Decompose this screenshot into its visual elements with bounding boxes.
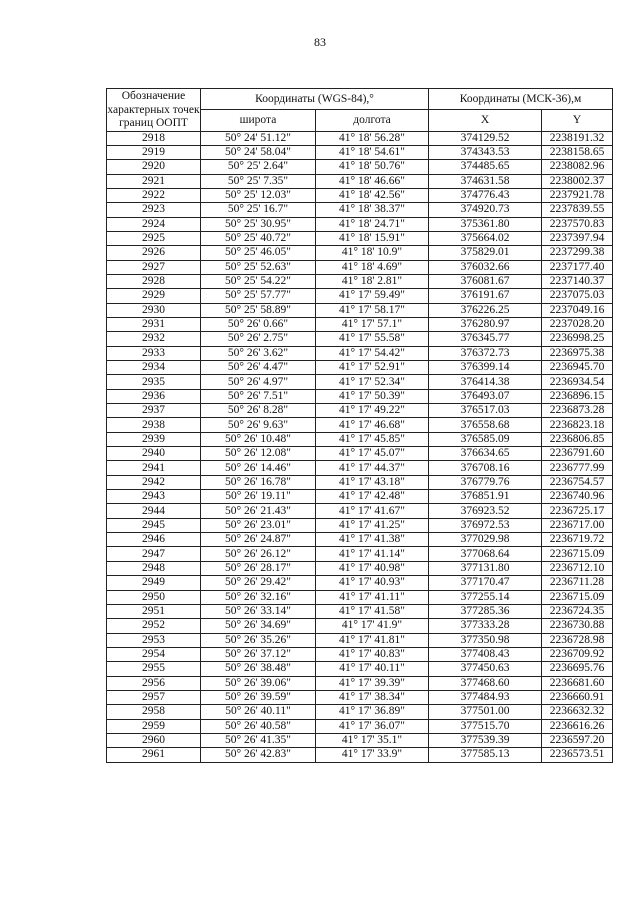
table-row bbox=[107, 160, 613, 174]
table-row bbox=[107, 260, 613, 274]
longitude-cell: 41° 17' 41.9" bbox=[316, 619, 429, 633]
table-row bbox=[107, 547, 613, 561]
y-cell: 2237177.40 bbox=[542, 260, 613, 274]
table-row bbox=[107, 131, 613, 145]
y-cell: 2236730.88 bbox=[542, 619, 613, 633]
x-cell: 374485.65 bbox=[429, 160, 542, 174]
point-id-cell: 2921 bbox=[107, 174, 201, 188]
y-cell: 2236616.26 bbox=[542, 719, 613, 733]
longitude-cell: 41° 17' 49.22" bbox=[316, 404, 429, 418]
y-cell: 2236791.60 bbox=[542, 447, 613, 461]
longitude-cell: 41° 17' 40.93" bbox=[316, 576, 429, 590]
longitude-cell: 41° 17' 40.83" bbox=[316, 647, 429, 661]
y-cell: 2236823.18 bbox=[542, 418, 613, 432]
point-id-cell: 2926 bbox=[107, 246, 201, 260]
longitude-cell: 41° 17' 55.58" bbox=[316, 332, 429, 346]
point-id-cell: 2935 bbox=[107, 375, 201, 389]
y-cell: 2237140.37 bbox=[542, 274, 613, 288]
latitude-cell: 50° 26' 39.59" bbox=[201, 690, 316, 704]
y-cell: 2236715.09 bbox=[542, 590, 613, 604]
latitude-cell: 50° 26' 10.48" bbox=[201, 432, 316, 446]
latitude-cell: 50° 26' 14.46" bbox=[201, 461, 316, 475]
table-row bbox=[107, 418, 613, 432]
latitude-cell: 50° 25' 7.35" bbox=[201, 174, 316, 188]
latitude-cell: 50° 26' 9.63" bbox=[201, 418, 316, 432]
x-cell: 376032.66 bbox=[429, 260, 542, 274]
y-cell: 2236740.96 bbox=[542, 490, 613, 504]
point-id-cell: 2957 bbox=[107, 690, 201, 704]
header-msk-group: Координаты (МСК-36),м bbox=[429, 89, 613, 110]
y-cell: 2236724.35 bbox=[542, 604, 613, 618]
y-cell: 2237049.16 bbox=[542, 303, 613, 317]
point-id-cell: 2947 bbox=[107, 547, 201, 561]
table-row bbox=[107, 289, 613, 303]
x-cell: 376414.38 bbox=[429, 375, 542, 389]
point-id-cell: 2958 bbox=[107, 705, 201, 719]
x-cell: 376493.07 bbox=[429, 389, 542, 403]
point-id-cell: 2955 bbox=[107, 662, 201, 676]
table-row bbox=[107, 748, 613, 762]
latitude-cell: 50° 26' 33.14" bbox=[201, 604, 316, 618]
latitude-cell: 50° 26' 7.51" bbox=[201, 389, 316, 403]
header-latitude: широта bbox=[201, 110, 316, 131]
table-row bbox=[107, 461, 613, 475]
y-cell: 2236695.76 bbox=[542, 662, 613, 676]
longitude-cell: 41° 17' 50.39" bbox=[316, 389, 429, 403]
x-cell: 375664.02 bbox=[429, 231, 542, 245]
longitude-cell: 41° 17' 52.34" bbox=[316, 375, 429, 389]
longitude-cell: 41° 17' 41.81" bbox=[316, 633, 429, 647]
latitude-cell: 50° 26' 38.48" bbox=[201, 662, 316, 676]
latitude-cell: 50° 25' 54.22" bbox=[201, 274, 316, 288]
table-row bbox=[107, 332, 613, 346]
point-id-cell: 2943 bbox=[107, 490, 201, 504]
y-cell: 2236998.25 bbox=[542, 332, 613, 346]
table-row bbox=[107, 475, 613, 489]
table-row bbox=[107, 246, 613, 260]
table-row bbox=[107, 619, 613, 633]
x-cell: 377539.39 bbox=[429, 733, 542, 747]
longitude-cell: 41° 17' 41.25" bbox=[316, 518, 429, 532]
point-id-cell: 2920 bbox=[107, 160, 201, 174]
longitude-cell: 41° 18' 56.28" bbox=[316, 131, 429, 145]
point-id-cell: 2922 bbox=[107, 188, 201, 202]
y-cell: 2236945.70 bbox=[542, 361, 613, 375]
point-id-cell: 2934 bbox=[107, 361, 201, 375]
longitude-cell: 41° 17' 36.89" bbox=[316, 705, 429, 719]
longitude-cell: 41° 17' 46.68" bbox=[316, 418, 429, 432]
longitude-cell: 41° 17' 43.18" bbox=[316, 475, 429, 489]
x-cell: 376345.77 bbox=[429, 332, 542, 346]
y-cell: 2236728.98 bbox=[542, 633, 613, 647]
latitude-cell: 50° 26' 2.75" bbox=[201, 332, 316, 346]
longitude-cell: 41° 17' 35.1" bbox=[316, 733, 429, 747]
x-cell: 376923.52 bbox=[429, 504, 542, 518]
point-id-cell: 2959 bbox=[107, 719, 201, 733]
x-cell: 377068.64 bbox=[429, 547, 542, 561]
latitude-cell: 50° 26' 28.17" bbox=[201, 561, 316, 575]
page-number: 83 bbox=[314, 35, 326, 49]
y-cell: 2238002.37 bbox=[542, 174, 613, 188]
longitude-cell: 41° 18' 46.66" bbox=[316, 174, 429, 188]
x-cell: 377131.80 bbox=[429, 561, 542, 575]
latitude-cell: 50° 26' 37.12" bbox=[201, 647, 316, 661]
y-cell: 2236711.28 bbox=[542, 576, 613, 590]
x-cell: 376226.25 bbox=[429, 303, 542, 317]
table-row bbox=[107, 633, 613, 647]
point-id-cell: 2924 bbox=[107, 217, 201, 231]
latitude-cell: 50° 26' 32.16" bbox=[201, 590, 316, 604]
latitude-cell: 50° 25' 52.63" bbox=[201, 260, 316, 274]
latitude-cell: 50° 26' 0.66" bbox=[201, 317, 316, 331]
table-row bbox=[107, 317, 613, 331]
point-id-cell: 2946 bbox=[107, 533, 201, 547]
x-cell: 376280.97 bbox=[429, 317, 542, 331]
longitude-cell: 41° 17' 38.34" bbox=[316, 690, 429, 704]
table-row bbox=[107, 404, 613, 418]
table-row bbox=[107, 533, 613, 547]
point-id-cell: 2923 bbox=[107, 203, 201, 217]
header-y: Y bbox=[542, 110, 613, 131]
table-row bbox=[107, 719, 613, 733]
point-id-cell: 2942 bbox=[107, 475, 201, 489]
table-row bbox=[107, 346, 613, 360]
longitude-cell: 41° 17' 45.07" bbox=[316, 447, 429, 461]
longitude-cell: 41° 17' 41.14" bbox=[316, 547, 429, 561]
x-cell: 375829.01 bbox=[429, 246, 542, 260]
latitude-cell: 50° 26' 35.26" bbox=[201, 633, 316, 647]
table-row bbox=[107, 690, 613, 704]
table-row bbox=[107, 647, 613, 661]
y-cell: 2236709.92 bbox=[542, 647, 613, 661]
y-cell: 2236806.85 bbox=[542, 432, 613, 446]
y-cell: 2236712.10 bbox=[542, 561, 613, 575]
x-cell: 374776.43 bbox=[429, 188, 542, 202]
longitude-cell: 41° 17' 41.38" bbox=[316, 533, 429, 547]
latitude-cell: 50° 26' 8.28" bbox=[201, 404, 316, 418]
latitude-cell: 50° 25' 12.03" bbox=[201, 188, 316, 202]
y-cell: 2236715.09 bbox=[542, 547, 613, 561]
longitude-cell: 41° 17' 42.48" bbox=[316, 490, 429, 504]
x-cell: 377515.70 bbox=[429, 719, 542, 733]
longitude-cell: 41° 17' 41.11" bbox=[316, 590, 429, 604]
latitude-cell: 50° 26' 3.62" bbox=[201, 346, 316, 360]
table-row bbox=[107, 576, 613, 590]
point-id-cell: 2930 bbox=[107, 303, 201, 317]
longitude-cell: 41° 18' 10.9" bbox=[316, 246, 429, 260]
latitude-cell: 50° 26' 42.83" bbox=[201, 748, 316, 762]
table-row bbox=[107, 662, 613, 676]
point-id-cell: 2949 bbox=[107, 576, 201, 590]
latitude-cell: 50° 26' 26.12" bbox=[201, 547, 316, 561]
x-cell: 376517.03 bbox=[429, 404, 542, 418]
table-row bbox=[107, 676, 613, 690]
table-row bbox=[107, 705, 613, 719]
longitude-cell: 41° 17' 57.1" bbox=[316, 317, 429, 331]
x-cell: 374631.58 bbox=[429, 174, 542, 188]
longitude-cell: 41° 18' 42.56" bbox=[316, 188, 429, 202]
x-cell: 377408.43 bbox=[429, 647, 542, 661]
x-cell: 376191.67 bbox=[429, 289, 542, 303]
point-id-cell: 2937 bbox=[107, 404, 201, 418]
point-id-cell: 2952 bbox=[107, 619, 201, 633]
point-id-cell: 2960 bbox=[107, 733, 201, 747]
y-cell: 2236681.60 bbox=[542, 676, 613, 690]
x-cell: 374920.73 bbox=[429, 203, 542, 217]
x-cell: 377255.14 bbox=[429, 590, 542, 604]
y-cell: 2236934.54 bbox=[542, 375, 613, 389]
y-cell: 2237397.94 bbox=[542, 231, 613, 245]
point-id-cell: 2951 bbox=[107, 604, 201, 618]
point-id-cell: 2961 bbox=[107, 748, 201, 762]
y-cell: 2236754.57 bbox=[542, 475, 613, 489]
y-cell: 2236660.91 bbox=[542, 690, 613, 704]
x-cell: 376972.53 bbox=[429, 518, 542, 532]
longitude-cell: 41° 17' 58.17" bbox=[316, 303, 429, 317]
longitude-cell: 41° 17' 45.85" bbox=[316, 432, 429, 446]
point-id-cell: 2928 bbox=[107, 274, 201, 288]
y-cell: 2236975.38 bbox=[542, 346, 613, 360]
x-cell: 376851.91 bbox=[429, 490, 542, 504]
longitude-cell: 41° 17' 36.07" bbox=[316, 719, 429, 733]
table-row bbox=[107, 518, 613, 532]
table-row bbox=[107, 203, 613, 217]
point-id-cell: 2927 bbox=[107, 260, 201, 274]
x-cell: 377029.98 bbox=[429, 533, 542, 547]
x-cell: 377501.00 bbox=[429, 705, 542, 719]
point-id-cell: 2925 bbox=[107, 231, 201, 245]
x-cell: 377350.98 bbox=[429, 633, 542, 647]
point-id-cell: 2929 bbox=[107, 289, 201, 303]
latitude-cell: 50° 26' 34.69" bbox=[201, 619, 316, 633]
latitude-cell: 50° 25' 57.77" bbox=[201, 289, 316, 303]
table-row bbox=[107, 145, 613, 159]
table-row bbox=[107, 174, 613, 188]
latitude-cell: 50° 26' 19.11" bbox=[201, 490, 316, 504]
point-id-cell: 2918 bbox=[107, 131, 201, 145]
table-row bbox=[107, 561, 613, 575]
table-row bbox=[107, 590, 613, 604]
longitude-cell: 41° 17' 39.39" bbox=[316, 676, 429, 690]
longitude-cell: 41° 17' 44.37" bbox=[316, 461, 429, 475]
latitude-cell: 50° 26' 4.97" bbox=[201, 375, 316, 389]
header-longitude: долгота bbox=[316, 110, 429, 131]
point-id-cell: 2932 bbox=[107, 332, 201, 346]
x-cell: 374343.53 bbox=[429, 145, 542, 159]
x-cell: 377484.93 bbox=[429, 690, 542, 704]
y-cell: 2236896.15 bbox=[542, 389, 613, 403]
table-row bbox=[107, 217, 613, 231]
point-id-cell: 2944 bbox=[107, 504, 201, 518]
latitude-cell: 50° 25' 40.72" bbox=[201, 231, 316, 245]
longitude-cell: 41° 17' 41.58" bbox=[316, 604, 429, 618]
y-cell: 2237028.20 bbox=[542, 317, 613, 331]
table-row bbox=[107, 188, 613, 202]
latitude-cell: 50° 26' 12.08" bbox=[201, 447, 316, 461]
y-cell: 2236632.32 bbox=[542, 705, 613, 719]
latitude-cell: 50° 26' 40.11" bbox=[201, 705, 316, 719]
longitude-cell: 41° 18' 2.81" bbox=[316, 274, 429, 288]
table-row bbox=[107, 432, 613, 446]
table-row bbox=[107, 447, 613, 461]
x-cell: 375361.80 bbox=[429, 217, 542, 231]
longitude-cell: 41° 17' 40.98" bbox=[316, 561, 429, 575]
x-cell: 376708.16 bbox=[429, 461, 542, 475]
latitude-cell: 50° 26' 24.87" bbox=[201, 533, 316, 547]
latitude-cell: 50° 26' 41.35" bbox=[201, 733, 316, 747]
longitude-cell: 41° 17' 41.67" bbox=[316, 504, 429, 518]
y-cell: 2236573.51 bbox=[542, 748, 613, 762]
longitude-cell: 41° 18' 54.61" bbox=[316, 145, 429, 159]
table-row bbox=[107, 490, 613, 504]
latitude-cell: 50° 26' 4.47" bbox=[201, 361, 316, 375]
y-cell: 2236597.20 bbox=[542, 733, 613, 747]
latitude-cell: 50° 26' 39.06" bbox=[201, 676, 316, 690]
longitude-cell: 41° 17' 33.9" bbox=[316, 748, 429, 762]
point-id-cell: 2936 bbox=[107, 389, 201, 403]
x-cell: 376779.76 bbox=[429, 475, 542, 489]
point-id-cell: 2939 bbox=[107, 432, 201, 446]
x-cell: 377468.60 bbox=[429, 676, 542, 690]
point-id-cell: 2938 bbox=[107, 418, 201, 432]
header-x: X bbox=[429, 110, 542, 131]
longitude-cell: 41° 18' 4.69" bbox=[316, 260, 429, 274]
latitude-cell: 50° 24' 51.12" bbox=[201, 131, 316, 145]
header-point-label: Обозначение характерных точек границ ООПТ bbox=[107, 90, 200, 129]
x-cell: 376585.09 bbox=[429, 432, 542, 446]
latitude-cell: 50° 26' 23.01" bbox=[201, 518, 316, 532]
longitude-cell: 41° 17' 40.11" bbox=[316, 662, 429, 676]
latitude-cell: 50° 25' 2.64" bbox=[201, 160, 316, 174]
x-cell: 376399.14 bbox=[429, 361, 542, 375]
x-cell: 377170.47 bbox=[429, 576, 542, 590]
table-row bbox=[107, 274, 613, 288]
latitude-cell: 50° 26' 40.58" bbox=[201, 719, 316, 733]
latitude-cell: 50° 25' 16.7" bbox=[201, 203, 316, 217]
x-cell: 376634.65 bbox=[429, 447, 542, 461]
x-cell: 377585.13 bbox=[429, 748, 542, 762]
x-cell: 376558.68 bbox=[429, 418, 542, 432]
point-id-cell: 2948 bbox=[107, 561, 201, 575]
latitude-cell: 50° 24' 58.04" bbox=[201, 145, 316, 159]
longitude-cell: 41° 18' 15.91" bbox=[316, 231, 429, 245]
table-row bbox=[107, 604, 613, 618]
y-cell: 2236717.00 bbox=[542, 518, 613, 532]
latitude-cell: 50° 25' 58.89" bbox=[201, 303, 316, 317]
y-cell: 2237921.78 bbox=[542, 188, 613, 202]
x-cell: 377285.36 bbox=[429, 604, 542, 618]
y-cell: 2236873.28 bbox=[542, 404, 613, 418]
table-row bbox=[107, 303, 613, 317]
y-cell: 2237075.03 bbox=[542, 289, 613, 303]
longitude-cell: 41° 18' 24.71" bbox=[316, 217, 429, 231]
y-cell: 2236719.72 bbox=[542, 533, 613, 547]
point-id-cell: 2953 bbox=[107, 633, 201, 647]
point-id-cell: 2933 bbox=[107, 346, 201, 360]
point-id-cell: 2954 bbox=[107, 647, 201, 661]
longitude-cell: 41° 18' 50.76" bbox=[316, 160, 429, 174]
y-cell: 2238082.96 bbox=[542, 160, 613, 174]
y-cell: 2237570.83 bbox=[542, 217, 613, 231]
y-cell: 2238191.32 bbox=[542, 131, 613, 145]
table-row bbox=[107, 389, 613, 403]
point-id-cell: 2919 bbox=[107, 145, 201, 159]
table-row bbox=[107, 231, 613, 245]
x-cell: 376372.73 bbox=[429, 346, 542, 360]
table-row bbox=[107, 375, 613, 389]
table-row bbox=[107, 361, 613, 375]
point-id-cell: 2941 bbox=[107, 461, 201, 475]
y-cell: 2237299.38 bbox=[542, 246, 613, 260]
latitude-cell: 50° 26' 29.42" bbox=[201, 576, 316, 590]
header-wgs-group: Координаты (WGS-84),° bbox=[201, 89, 429, 110]
point-id-cell: 2956 bbox=[107, 676, 201, 690]
y-cell: 2236725.17 bbox=[542, 504, 613, 518]
x-cell: 377450.63 bbox=[429, 662, 542, 676]
x-cell: 374129.52 bbox=[429, 131, 542, 145]
x-cell: 376081.67 bbox=[429, 274, 542, 288]
latitude-cell: 50° 26' 16.78" bbox=[201, 475, 316, 489]
latitude-cell: 50° 25' 46.05" bbox=[201, 246, 316, 260]
x-cell: 377333.28 bbox=[429, 619, 542, 633]
y-cell: 2236777.99 bbox=[542, 461, 613, 475]
table-row bbox=[107, 504, 613, 518]
longitude-cell: 41° 17' 59.49" bbox=[316, 289, 429, 303]
latitude-cell: 50° 25' 30.95" bbox=[201, 217, 316, 231]
y-cell: 2237839.55 bbox=[542, 203, 613, 217]
point-id-cell: 2940 bbox=[107, 447, 201, 461]
longitude-cell: 41° 17' 52.91" bbox=[316, 361, 429, 375]
longitude-cell: 41° 18' 38.37" bbox=[316, 203, 429, 217]
table-row bbox=[107, 733, 613, 747]
table-body bbox=[107, 131, 613, 762]
longitude-cell: 41° 17' 54.42" bbox=[316, 346, 429, 360]
y-cell: 2238158.65 bbox=[542, 145, 613, 159]
point-id-cell: 2945 bbox=[107, 518, 201, 532]
coordinates-table bbox=[106, 88, 613, 763]
point-id-cell: 2931 bbox=[107, 317, 201, 331]
point-id-cell: 2950 bbox=[107, 590, 201, 604]
latitude-cell: 50° 26' 21.43" bbox=[201, 504, 316, 518]
